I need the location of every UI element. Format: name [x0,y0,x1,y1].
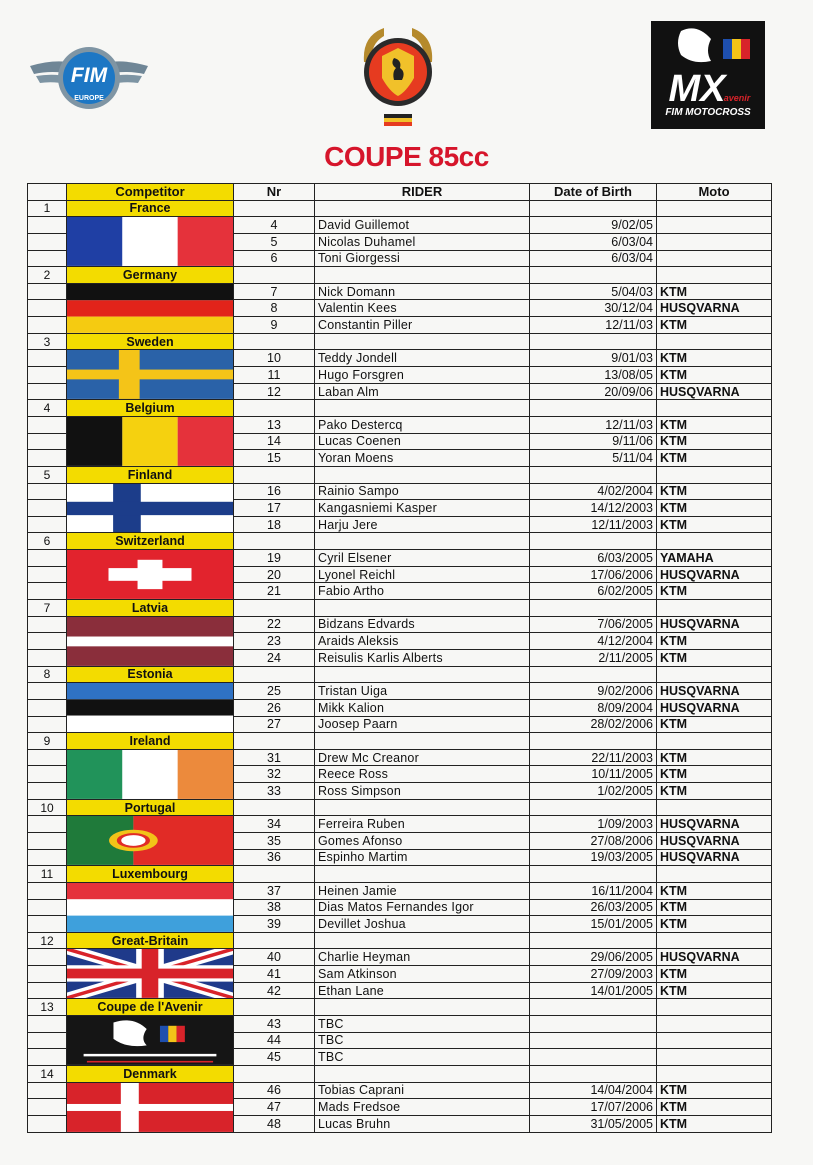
rider-dob: 27/09/2003 [530,966,657,983]
rider-row [28,882,772,899]
rider-dob: 14/12/2003 [530,500,657,517]
rider-row [28,350,772,367]
rider-row [28,550,772,567]
rider-name: Teddy Jondell [315,350,530,367]
portugal-flag-icon [67,816,234,866]
rider-number: 35 [234,832,315,849]
svg-text:FIM: FIM [70,64,108,87]
team-row [28,866,772,883]
start-list-table [27,183,772,1133]
rider-name: TBC [315,1016,530,1033]
rider-number: 18 [234,516,315,533]
rider-dob: 12/11/03 [530,317,657,334]
rider-name: Heinen Jamie [315,882,530,899]
team-position: 2 [28,267,67,284]
rider-name: Nick Domann [315,283,530,300]
rider-number: 38 [234,899,315,916]
rider-number: 20 [234,566,315,583]
team-country: Estonia [67,666,234,683]
team-row [28,799,772,816]
rider-moto: KTM [657,982,772,999]
rider-number: 15 [234,450,315,467]
rider-number: 6 [234,250,315,267]
rider-dob: 1/09/2003 [530,816,657,833]
rider-row [28,816,772,833]
rider-dob [530,1032,657,1049]
rider-dob: 12/11/03 [530,416,657,433]
page-title: COUPE 85cc [324,141,489,172]
rider-moto: KTM [657,416,772,433]
rider-number: 34 [234,816,315,833]
rider-number: 17 [234,500,315,517]
header-pos [28,184,67,201]
rider-name: Araids Aleksis [315,633,530,650]
rider-moto: KTM [657,1082,772,1099]
rider-moto [657,250,772,267]
team-country: Sweden [67,333,234,350]
rider-number: 13 [234,416,315,433]
rider-number: 5 [234,233,315,250]
team-position: 5 [28,466,67,483]
rider-dob: 15/01/2005 [530,916,657,933]
rider-number: 9 [234,317,315,334]
team-row [28,400,772,417]
rider-name: Mads Fredsoe [315,1099,530,1116]
rider-row [28,683,772,700]
rider-moto [657,1032,772,1049]
rider-name: Tristan Uiga [315,683,530,700]
rider-moto: KTM [657,350,772,367]
rider-name: Bidzans Edvards [315,616,530,633]
rider-moto: HUSQVARNA [657,816,772,833]
rider-name: Charlie Heyman [315,949,530,966]
rider-number: 12 [234,383,315,400]
rider-dob [530,1016,657,1033]
rider-moto: HUSQVARNA [657,849,772,866]
rider-moto: HUSQVARNA [657,699,772,716]
rider-number: 8 [234,300,315,317]
rider-moto [657,217,772,234]
mx-avenir-logo [651,21,765,129]
rider-moto: KTM [657,367,772,384]
team-row [28,333,772,350]
rider-name: Reece Ross [315,766,530,783]
rider-dob: 20/09/06 [530,383,657,400]
team-position: 11 [28,866,67,883]
team-position: 3 [28,333,67,350]
team-row [28,200,772,217]
rider-name: Cyril Elsener [315,550,530,567]
rider-row [28,749,772,766]
rider-number: 11 [234,367,315,384]
rider-dob: 4/02/2004 [530,483,657,500]
rider-row [28,1016,772,1033]
rider-name: Ferreira Ruben [315,816,530,833]
rider-dob: 1/02/2005 [530,783,657,800]
team-position: 9 [28,733,67,750]
team-row [28,666,772,683]
team-country: Ireland [67,733,234,750]
rider-moto [657,233,772,250]
rider-number: 16 [234,483,315,500]
denmark-flag-icon [67,1082,234,1132]
rider-name: Harju Jere [315,516,530,533]
rider-number: 39 [234,916,315,933]
rider-name: Dias Matos Fernandes Igor [315,899,530,916]
rider-dob: 4/12/2004 [530,633,657,650]
rider-moto: KTM [657,516,772,533]
rider-moto: HUSQVARNA [657,566,772,583]
rider-moto: KTM [657,283,772,300]
team-country: Luxembourg [67,866,234,883]
team-country: France [67,200,234,217]
rider-dob: 17/07/2006 [530,1099,657,1116]
rider-dob: 10/11/2005 [530,766,657,783]
rider-number: 7 [234,283,315,300]
sweden-flag-icon [67,350,234,400]
rider-row [28,1082,772,1099]
rider-number: 45 [234,1049,315,1066]
rider-name: Gomes Afonso [315,832,530,849]
rider-dob: 6/03/04 [530,250,657,267]
germany-flag-icon [67,283,234,333]
rider-dob: 6/02/2005 [530,583,657,600]
team-position: 10 [28,799,67,816]
team-country: Coupe de l'Avenir [67,999,234,1016]
team-country: Belgium [67,400,234,417]
rider-moto: KTM [657,450,772,467]
rider-dob: 13/08/05 [530,367,657,384]
team-row [28,267,772,284]
rider-name: Nicolas Duhamel [315,233,530,250]
rider-number: 36 [234,849,315,866]
rider-dob: 6/03/04 [530,233,657,250]
rider-name: Yoran Moens [315,450,530,467]
rider-number: 42 [234,982,315,999]
rider-dob: 9/11/06 [530,433,657,450]
rider-moto: KTM [657,1115,772,1132]
luxembourg-flag-icon [67,882,234,932]
svg-text:MX: MX [668,68,726,110]
rider-dob: 12/11/2003 [530,516,657,533]
rider-dob: 31/05/2005 [530,1115,657,1132]
header-nr: Nr [234,184,315,201]
rider-name: Laban Alm [315,383,530,400]
rider-name: Reisulis Karlis Alberts [315,649,530,666]
team-country: Latvia [67,600,234,617]
rider-dob: 14/04/2004 [530,1082,657,1099]
rider-number: 24 [234,649,315,666]
team-country: Switzerland [67,533,234,550]
federation-seal [354,22,442,128]
svg-text:avenir: avenir [723,93,751,103]
rider-name: Drew Mc Creanor [315,749,530,766]
rider-name: Pako Destercq [315,416,530,433]
rider-name: Valentin Kees [315,300,530,317]
rider-dob: 16/11/2004 [530,882,657,899]
finland-flag-icon [67,483,234,533]
rider-name: Hugo Forsgren [315,367,530,384]
team-row [28,466,772,483]
rider-number: 10 [234,350,315,367]
rider-moto: KTM [657,649,772,666]
rider-dob: 9/02/2006 [530,683,657,700]
rider-number: 23 [234,633,315,650]
rider-dob: 5/11/04 [530,450,657,467]
rider-dob: 2/11/2005 [530,649,657,666]
team-position: 6 [28,533,67,550]
rider-name: Lyonel Reichl [315,566,530,583]
rider-dob: 30/12/04 [530,300,657,317]
ireland-flag-icon [67,749,234,799]
rider-name: Kangasniemi Kasper [315,500,530,517]
rider-name: Constantin Piller [315,317,530,334]
rider-row [28,483,772,500]
rider-moto: KTM [657,749,772,766]
rider-number: 40 [234,949,315,966]
team-row [28,1065,772,1082]
rider-number: 27 [234,716,315,733]
rider-dob: 9/01/03 [530,350,657,367]
rider-number: 14 [234,433,315,450]
rider-moto: KTM [657,483,772,500]
rider-row [28,616,772,633]
rider-dob: 29/06/2005 [530,949,657,966]
rider-dob: 14/01/2005 [530,982,657,999]
rider-name: TBC [315,1049,530,1066]
rider-name: Tobias Caprani [315,1082,530,1099]
rider-moto: KTM [657,916,772,933]
team-position: 12 [28,932,67,949]
team-country: Portugal [67,799,234,816]
team-position: 4 [28,400,67,417]
rider-moto: KTM [657,633,772,650]
rider-dob: 9/02/05 [530,217,657,234]
header-moto: Moto [657,184,772,201]
rider-name: Ethan Lane [315,982,530,999]
rider-moto: KTM [657,766,772,783]
header-dob: Date of Birth [530,184,657,201]
rider-name: Lucas Coenen [315,433,530,450]
rider-number: 43 [234,1016,315,1033]
header-competitor: Competitor [67,184,234,201]
avenir-flag-icon [67,1016,234,1066]
rider-name: Mikk Kalion [315,699,530,716]
rider-number: 26 [234,699,315,716]
rider-number: 41 [234,966,315,983]
svg-text:EUROPE: EUROPE [74,95,104,102]
rider-moto: HUSQVARNA [657,300,772,317]
team-country: Denmark [67,1065,234,1082]
rider-moto: KTM [657,500,772,517]
rider-dob: 17/06/2006 [530,566,657,583]
rider-name: Joosep Paarn [315,716,530,733]
rider-name: Espinho Martim [315,849,530,866]
rider-dob: 28/02/2006 [530,716,657,733]
rider-row [28,416,772,433]
rider-moto: HUSQVARNA [657,616,772,633]
estonia-flag-icon [67,683,234,733]
rider-moto: KTM [657,317,772,334]
team-row [28,932,772,949]
rider-moto: KTM [657,583,772,600]
rider-number: 47 [234,1099,315,1116]
team-position: 8 [28,666,67,683]
rider-name: Fabio Artho [315,583,530,600]
rider-number: 22 [234,616,315,633]
rider-dob: 26/03/2005 [530,899,657,916]
rider-dob: 22/11/2003 [530,749,657,766]
rider-number: 25 [234,683,315,700]
rider-name: Lucas Bruhn [315,1115,530,1132]
team-country: Finland [67,466,234,483]
rider-dob: 8/09/2004 [530,699,657,716]
team-position: 1 [28,200,67,217]
rider-name: Ross Simpson [315,783,530,800]
table-header-row [28,184,772,201]
rider-dob [530,1049,657,1066]
team-country: Great-Britain [67,932,234,949]
team-position: 13 [28,999,67,1016]
rider-moto: KTM [657,882,772,899]
rider-name: Sam Atkinson [315,966,530,983]
rider-number: 44 [234,1032,315,1049]
rider-dob: 5/04/03 [530,283,657,300]
switzerland-flag-icon [67,550,234,600]
rider-dob: 27/08/2006 [530,832,657,849]
rider-moto: KTM [657,433,772,450]
rider-moto: KTM [657,899,772,916]
rider-name: Toni Giorgessi [315,250,530,267]
team-position: 14 [28,1065,67,1082]
rider-moto: HUSQVARNA [657,949,772,966]
team-row [28,533,772,550]
rider-moto: KTM [657,716,772,733]
rider-row [28,217,772,234]
rider-dob: 7/06/2005 [530,616,657,633]
rider-name: Rainio Sampo [315,483,530,500]
rider-row [28,283,772,300]
svg-text:FIM MOTOCROSS: FIM MOTOCROSS [665,107,751,118]
team-row [28,733,772,750]
gb-flag-icon [67,949,234,999]
rider-number: 33 [234,783,315,800]
rider-moto: KTM [657,1099,772,1116]
rider-number: 37 [234,882,315,899]
rider-number: 21 [234,583,315,600]
belgium-flag-icon [67,416,234,466]
rider-moto [657,1049,772,1066]
rider-moto: KTM [657,783,772,800]
rider-moto: KTM [657,966,772,983]
rider-moto: YAMAHA [657,550,772,567]
rider-number: 31 [234,749,315,766]
rider-name: David Guillemot [315,217,530,234]
rider-moto: HUSQVARNA [657,383,772,400]
rider-name: TBC [315,1032,530,1049]
rider-dob: 6/03/2005 [530,550,657,567]
team-row [28,600,772,617]
rider-moto: HUSQVARNA [657,832,772,849]
team-country: Germany [67,267,234,284]
rider-name: Devillet Joshua [315,916,530,933]
rider-number: 4 [234,217,315,234]
rider-number: 46 [234,1082,315,1099]
latvia-flag-icon [67,616,234,666]
header-rider: RIDER [315,184,530,201]
france-flag-icon [67,217,234,267]
rider-moto [657,1016,772,1033]
rider-dob: 19/03/2005 [530,849,657,866]
rider-moto: HUSQVARNA [657,683,772,700]
rider-number: 19 [234,550,315,567]
team-row [28,999,772,1016]
rider-number: 48 [234,1115,315,1132]
rider-row [28,949,772,966]
rider-number: 32 [234,766,315,783]
fim-europe-logo [28,44,150,116]
team-position: 7 [28,600,67,617]
